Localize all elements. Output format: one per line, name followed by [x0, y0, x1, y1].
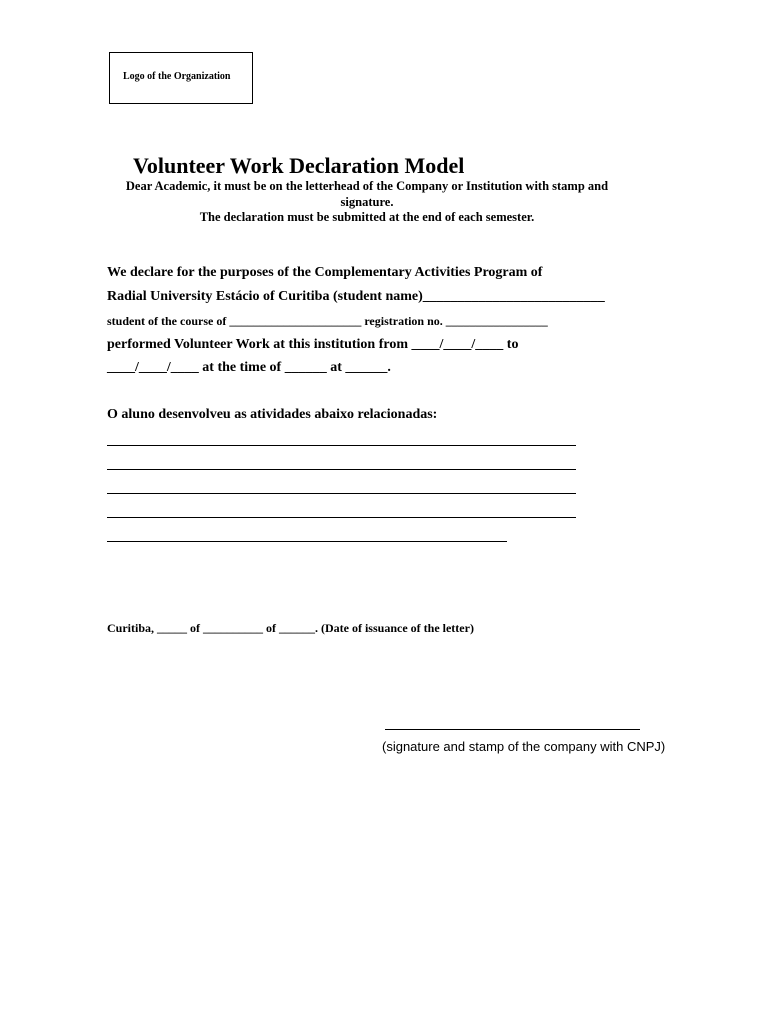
logo-placeholder-label: Logo of the Organization: [123, 71, 231, 82]
issuance-date-line: Curitiba, _____ of __________ of ______. (Date of issuance of the letter): [107, 621, 474, 635]
declaration-line-period-end: ____/____/____ at the time of ______ at ______.: [107, 360, 391, 375]
declaration-line-course-registration: student of the course of ______________________ registration no. _________________: [107, 314, 548, 328]
activity-blank-line: [107, 469, 576, 470]
activity-blank-line: [107, 517, 576, 518]
submission-instruction: The declaration must be submitted at the end of each semester.: [199, 210, 535, 224]
declaration-line-student-name: Radial University Estácio of Curitiba (student name)__________________________: [107, 289, 605, 304]
declaration-line-period-start: performed Volunteer Work at this institution from ____/____/____ to: [107, 337, 519, 352]
document-title: Volunteer Work Declaration Model: [133, 153, 465, 178]
activity-blank-line: [107, 493, 576, 494]
letterhead-instruction: Dear Academic, it must be on the letterhead of the Company or Institution with stamp and signature.: [125, 179, 609, 209]
signature-caption: (signature and stamp of the company with CNPJ): [382, 739, 666, 754]
logo-placeholder-box: [109, 52, 253, 104]
activity-blank-line: [107, 541, 507, 542]
declaration-line-purpose: We declare for the purposes of the Complementary Activities Program of: [107, 265, 543, 280]
activity-blank-line: [107, 445, 576, 446]
activities-heading: O aluno desenvolveu as atividades abaixo relacionadas:: [107, 407, 438, 422]
signature-line: [385, 729, 640, 730]
